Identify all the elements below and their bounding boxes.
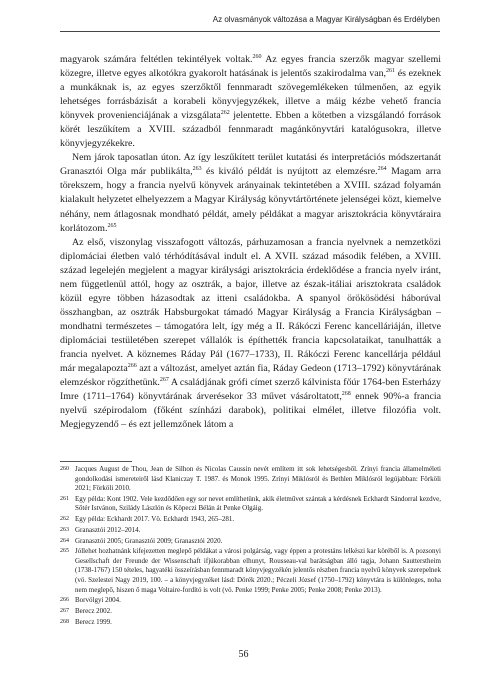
footnote-rule (60, 461, 132, 462)
header-rule (60, 31, 440, 32)
footnote-text: Egy példa: Eckhardt 2017. Vö. Eckhardt 1943, 265–281. (75, 515, 235, 524)
footnote-number: 262 (60, 516, 69, 523)
text-run: azt a változást, amelyet aztán fia, Ráday Gedeon (1713–1792) könyvtárának elemzéskor rögzíthetünk. (60, 363, 442, 389)
text-run: Magam arra törekszem, hogy a francia nyelvű könyvek arányainak tekintetében a XVIII. század folyamán kialakult helyzetet elhelyezzem a Magyar Királyság könyvtártörténete jelenségei közt, kiemelve néhány, nem átlagosnak mondható példát, amely példákat a magyar arisztokrácia könyvtáraira korlátozom. (60, 166, 442, 234)
footnote-number: 260 (60, 466, 69, 472)
footnote-reference[interactable]: 265 (107, 222, 117, 229)
text-run: és kiváló példát is nyújtott az elemzésre. (201, 166, 378, 178)
footnote-number: 263 (60, 526, 69, 533)
text-run: magyarok számára feltétlen tekintélyek voltak. (60, 54, 253, 65)
footnote-text: Jóllehet hozhatnánk kifejezetten meglepő példákat a városi polgárság, vagy éppen a protestáns lelkészi kar köréből is. A pozsonyi Gesellschaft der Freunde der Wissenschaft ifjúkorabban elhunyt, Rousseau-val barátságban álló tagja, Johann Sautterstheim (1738-1767) 150 tételes, hagyatéki összeírásban fennmaradt könyvjegyzékén jelentős részben francia nyelvű könyvek szerepelnek (vö. Szelestei Nagy 2019, 100. – a könyvjegyzéket lásd: Dörék 2020.; Péczeli József (1750–1792) könyvtára is különleges, noha nem meglepő, hiszen ő maga Voltaire-fordító is volt (vö. Penke 1999; Penke 2005; Penke 2008; Penke 2013). (75, 547, 441, 594)
footnote-text: Granasztói 2012–2014. (75, 525, 141, 534)
footnote-text: Egy példa: Kont 1902. Vele kezdődően egy sor nevet említhetünk, akik életművet szántak a kérdésnek Eckhardt Sándorral kezdve, Sőtér Istvánon, Szilády Lászlón és Köpeczi Bélán át Penke Olgáig. (75, 494, 441, 513)
footnote-number: 265 (60, 548, 69, 555)
footnote-text: Berecz 1999. (75, 617, 112, 626)
text-run: jelentette. Ebben a kötetben a vizsgálandó források körét leszűkítem a XVIII. századból fennmaradt magánkönyvtári katalógusokra, illetve könyvjegyzékekre. (60, 110, 441, 150)
text-run: Az egyes francia szerzők magyar szellemi közegre, illetve egyes alkotókra gyakorolt hatásának is jelentős szakirodalma van, (60, 54, 441, 80)
footnote-text: Berecz 2002. (75, 606, 112, 615)
footnote-number: 268 (60, 618, 69, 625)
footnote-reference[interactable]: 263 (192, 166, 202, 173)
body-paragraph (60, 236, 441, 433)
footnote-item (60, 465, 441, 494)
text-run: Nem járok taposatlan úton. Az így leszűkített terület kutatási és interpretációs módszertanát Granasztói Olga már publikálta, (60, 152, 441, 178)
footnote-item (60, 618, 441, 628)
footnote-reference[interactable]: 268 (341, 391, 351, 398)
footnote-item (60, 526, 441, 536)
footnote-reference[interactable]: 266 (127, 363, 137, 370)
footnote-item (60, 537, 441, 547)
footnote-item (60, 547, 441, 595)
footnote-number: 261 (60, 495, 69, 502)
footnote-item (60, 495, 441, 514)
footnote-reference[interactable]: 260 (252, 54, 262, 60)
running-head: Az olvasmányok változása a Magyar Királyságban és Erdélyben (212, 15, 440, 24)
footnote-reference[interactable]: 264 (377, 166, 387, 173)
footnote-text: Jacques August de Thou, Jean de Silhon és Nicolas Caussin nevét említem itt sok lehetségesből. Zrínyi francia államelméleti gondolkodási ismereteiről lásd Klaniczay T. 1987. és Monok 1995. Zrínyi Miklósról és Bethlen Miklósról legújabban: Förköli 2021; Förköli 2010. (75, 465, 441, 493)
footnote-reference[interactable]: 267 (159, 377, 169, 384)
main-text (60, 53, 441, 432)
footnote-item (60, 515, 441, 525)
page-number: 56 (238, 649, 249, 660)
footnote-item (60, 596, 441, 606)
footnote-number: 267 (60, 607, 69, 614)
footnotes (60, 465, 441, 628)
footnote-text: Granasztói 2005; Granasztói 2009; Granasztói 2020. (75, 536, 223, 545)
text-run: ennek 90%-a francia nyelvű szépirodalom (főként színházi darabok), politikai elmélet, illetve filozófia volt. Megjegyzendő – és ezt jellemzőnek látom a (60, 391, 441, 431)
body-paragraph (60, 151, 441, 235)
footnote-reference[interactable]: 261 (386, 68, 396, 75)
text-run: Az első, viszonylag visszafogott változás, párhuzamosan a francia nyelvnek a nemzetközi diplomáciai életben való térhódításával indult el. A XVII. század második felében, a XVIII. század legelején megjelent a magyar királysági arisztokrácia érdeklődése a francia nyelv iránt, nem függetlenül attól, hogy az osztrák, a bajor, illetve az észak-itáliai arisztokrata családok közül egyre többen házasodtak az itteni családokba. A spanyol örökösödési háborúval összhangban, az osztrák Habsburgokat támadó Magyar Királyság a Francia Királyságban – mondhatni természetes – támogatóra lelt, így még a II. Rákóczi Ferenc kancelláriáján, illetve diplomáciai testületében szerepet vállalók is építhették francia kapcsolataikat, tanulhatták a francia nyelvet. A köznemes Ráday Pál (1677–1733), II. Rákóczi Ferenc kancellárja például már megalapozta (60, 236, 441, 375)
footnote-item (60, 607, 441, 617)
footnote-text: Borvölgyi 2004. (75, 596, 121, 605)
text-run: A családjának grófi címet szerző kálvinista főúr 1764-ben Esterházy Imre (1711–1764) könyvtárának árverésekor 33 művet vásároltatott, (60, 377, 441, 403)
body-paragraph (60, 53, 441, 151)
footnote-number: 266 (60, 597, 69, 604)
footnote-reference[interactable]: 262 (220, 110, 230, 117)
text-run: és ezeknek a munkáknak is, az egyes szerzőktől fennmaradt szövegemlékeken túlmenően, az egyik lehetséges forrásbázisát a korabeli könyvjegyzékek, illetve a máig kézbe vehető francia könyvek provenienciájának a vizsgálata (60, 68, 442, 122)
footnote-number: 264 (60, 537, 69, 544)
